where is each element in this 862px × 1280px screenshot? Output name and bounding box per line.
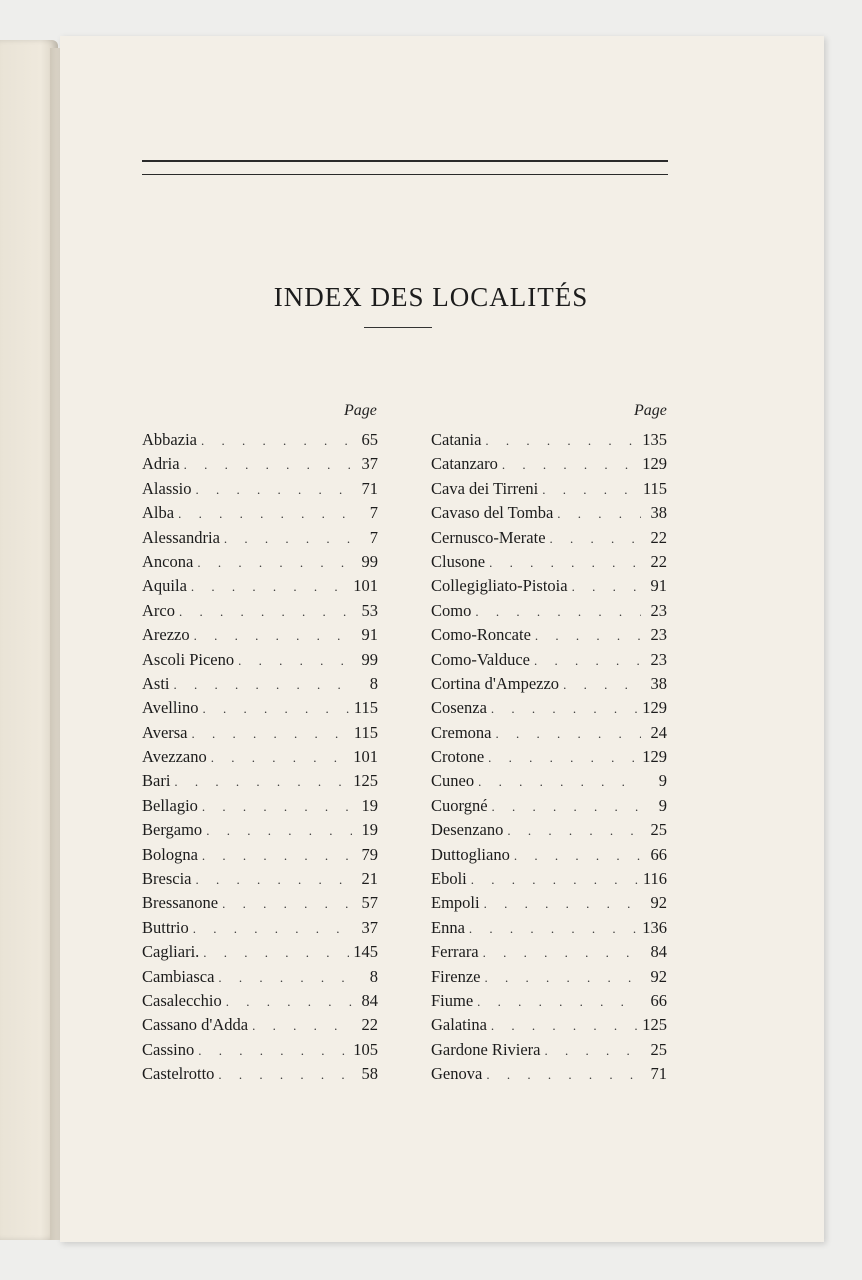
locality-name: Adria [142,454,180,474]
page-number: 22 [650,527,667,547]
index-entry [431,869,667,893]
locality-name: Desenzano [431,820,504,840]
index-entry [431,942,667,966]
index-entry [431,601,667,625]
index-entry [142,698,378,722]
page-number: 25 [650,1039,667,1059]
index-entry [142,625,378,649]
index-entry [431,1040,667,1064]
locality-name: Cortina d'Ampezzo [431,673,560,693]
dot-leader [197,555,352,571]
index-entry [142,796,378,820]
dot-leader [224,531,352,547]
page-number: 145 [353,942,378,962]
index-entry [431,552,667,576]
page-number: 116 [642,869,667,889]
index-entry [431,576,667,600]
index-entry [142,918,378,942]
page-number: 8 [369,673,378,693]
page-number: 129 [642,698,667,718]
page-number: 136 [642,917,667,937]
locality-name: Crotone [431,747,485,767]
dot-leader [218,1067,352,1083]
dot-leader [174,677,352,693]
locality-name: Empoli [431,893,480,913]
dot-leader [502,457,638,473]
dot-leader [486,1067,641,1083]
dot-leader [238,653,352,669]
index-entry [142,991,378,1015]
dot-leader [178,506,352,522]
locality-name: Duttogliano [431,844,510,864]
dot-leader [196,482,353,498]
dot-leader [557,506,641,522]
index-entry [142,479,378,503]
locality-name: Casalecchio [142,990,222,1010]
locality-name: Cassino [142,1039,195,1059]
index-entry [142,747,378,771]
page-number: 23 [650,600,667,620]
dot-leader [179,604,352,620]
index-entry [142,650,378,674]
dot-leader [484,896,641,912]
index-entry [142,869,378,893]
dot-leader [495,726,641,742]
index-entry [431,625,667,649]
dot-leader [218,970,352,986]
locality-name: Collegigliato-Pistoia [431,576,568,596]
page-number: 65 [361,430,378,449]
page-number: 92 [650,893,667,913]
page-number: 91 [361,625,378,645]
dot-leader [222,896,352,912]
dot-leader [535,628,641,644]
dot-leader [195,872,352,888]
locality-name: Bari [142,771,171,791]
index-entry [431,820,667,844]
page-number: 84 [650,942,667,962]
page-number: 79 [361,844,378,864]
index-column-left [142,430,378,1089]
index-entry [142,528,378,552]
locality-name: Cuneo [431,771,475,791]
page-number: 38 [650,673,667,693]
dot-leader [492,799,641,815]
header-rule-thin [142,174,668,175]
index-entry [142,1040,378,1064]
page-number: 129 [642,454,667,474]
dot-leader [192,726,350,742]
index-entry [142,454,378,478]
dot-leader [485,433,638,449]
page-number: 53 [361,600,378,620]
dot-leader [534,653,641,669]
page-number: 71 [361,478,378,498]
index-entry [431,650,667,674]
dot-leader [488,750,638,766]
page-title: INDEX DES LOCALITÉS [273,282,589,312]
index-entry [431,698,667,722]
index-entry [431,1064,667,1088]
index-entry [142,845,378,869]
dot-leader [514,848,641,864]
page-number: 84 [361,990,378,1010]
index-entry [431,747,667,771]
dot-leader [174,774,349,790]
dot-leader [202,848,352,864]
page-number: 25 [650,820,667,840]
index-entry [142,1064,378,1088]
dot-leader [226,994,352,1010]
page-number: 135 [642,430,667,449]
locality-name: Bellagio [142,795,198,815]
locality-name: Bressanone [142,893,219,913]
page-number: 9 [658,771,667,791]
dot-leader [484,970,641,986]
locality-name: Enna [431,917,465,937]
locality-name: Aquila [142,576,187,596]
dot-leader [542,482,639,498]
index-entry [142,1015,378,1039]
index-entry [142,967,378,991]
dot-leader [545,1043,642,1059]
page-number: 91 [650,576,667,596]
locality-name: Asti [142,673,170,693]
page-number: 115 [353,698,378,718]
page-number: 37 [361,454,378,474]
locality-name: Genova [431,1064,483,1084]
locality-name: Fiume [431,990,474,1010]
title-underline [364,327,432,328]
page-number: 101 [353,576,378,596]
index-entry [431,967,667,991]
dot-leader [193,921,352,937]
locality-name: Ascoli Piceno [142,649,235,669]
dot-leader [203,945,349,961]
locality-name: Cassano d'Adda [142,1015,249,1035]
dot-leader [191,579,349,595]
index-entry [142,552,378,576]
index-entry [431,454,667,478]
locality-name: Firenze [431,966,481,986]
page-column-label-right: Page [634,402,667,419]
locality-name: Avezzano [142,747,207,767]
page-number: 38 [650,503,667,523]
page-number: 37 [361,917,378,937]
page-number: 9 [658,795,667,815]
locality-name: Alessandria [142,527,220,547]
locality-name: Gardone Riviera [431,1039,541,1059]
header-rule-thick [142,160,668,162]
dot-leader [184,457,352,473]
dot-leader [489,555,641,571]
index-entry [142,601,378,625]
locality-name: Castelrotto [142,1064,215,1084]
index-column-right [431,430,667,1089]
locality-name: Alassio [142,478,192,498]
dot-leader [572,579,641,595]
locality-name: Ancona [142,551,194,571]
locality-name: Cosenza [431,698,487,718]
locality-name: Catanzaro [431,454,498,474]
dot-leader [201,433,352,449]
locality-name: Como-Valduce [431,649,530,669]
dot-leader [477,994,641,1010]
locality-name: Bologna [142,844,198,864]
page-number: 23 [650,649,667,669]
locality-name: Arco [142,600,175,620]
page-number: 101 [353,747,378,767]
index-entry [431,723,667,747]
index-entry [431,771,667,795]
dot-leader [475,604,641,620]
locality-name: Alba [142,503,175,523]
page-number: 66 [650,990,667,1010]
page-number: 58 [361,1064,378,1084]
page-number: 7 [369,527,378,547]
locality-name: Brescia [142,869,192,889]
dot-leader [563,677,641,693]
dot-leader [550,531,641,547]
index-entry [142,576,378,600]
page-number: 115 [642,478,667,498]
dot-leader [507,823,641,839]
index-entry [142,893,378,917]
dot-leader [206,823,352,839]
locality-name: Como-Roncate [431,625,531,645]
dot-leader [471,872,639,888]
dot-leader [194,628,352,644]
locality-name: Bergamo [142,820,203,840]
index-entry [142,430,378,454]
page-number: 22 [361,1015,378,1035]
page-number: 115 [353,722,378,742]
page-number: 22 [650,551,667,571]
index-entry [431,796,667,820]
index-entry [431,918,667,942]
locality-name: Aversa [142,722,188,742]
dot-leader [491,701,638,717]
index-entry [431,1015,667,1039]
page-number: 129 [642,747,667,767]
index-entry [431,893,667,917]
dot-leader [252,1018,352,1034]
page-number: 57 [361,893,378,913]
page-number: 21 [361,869,378,889]
index-entry [431,674,667,698]
locality-name: Buttrio [142,917,189,937]
dot-leader [478,774,641,790]
index-entry [142,503,378,527]
locality-name: Arezzo [142,625,190,645]
dot-leader [211,750,350,766]
page-number: 8 [369,966,378,986]
locality-name: Cuorgné [431,795,488,815]
page-number: 125 [642,1015,667,1035]
locality-name: Cambiasca [142,966,215,986]
page-number: 66 [650,844,667,864]
locality-name: Cava dei Tirreni [431,478,539,498]
dot-leader [203,701,350,717]
locality-name: Abbazia [142,430,197,449]
locality-name: Cremona [431,722,492,742]
locality-name: Cavaso del Tomba [431,503,554,523]
index-entry [431,991,667,1015]
dot-leader [483,945,641,961]
page-number: 7 [369,503,378,523]
index-entry [142,942,378,966]
index-entry [142,771,378,795]
locality-name: Clusone [431,551,486,571]
page-number: 99 [361,649,378,669]
index-entry [142,820,378,844]
index-entry [431,528,667,552]
dot-leader [202,799,352,815]
page-number: 19 [361,795,378,815]
locality-name: Avellino [142,698,199,718]
index-entry [431,479,667,503]
dot-leader [491,1018,638,1034]
page-number: 19 [361,820,378,840]
page-number: 24 [650,722,667,742]
locality-name: Ferrara [431,942,479,962]
locality-name: Como [431,600,472,620]
page-number: 92 [650,966,667,986]
index-entry [431,430,667,454]
index-entry [142,674,378,698]
locality-name: Cagliari. [142,942,200,962]
dot-leader [469,921,638,937]
page-number: 23 [650,625,667,645]
locality-name: Galatina [431,1015,487,1035]
locality-name: Cernusco-Merate [431,527,546,547]
page-column-label-left: Page [344,402,377,419]
index-entry [142,723,378,747]
dot-leader [198,1043,349,1059]
page-number: 71 [650,1064,667,1084]
locality-name: Eboli [431,869,467,889]
page-number: 125 [353,771,378,791]
page-number: 105 [353,1039,378,1059]
locality-name: Catania [431,430,482,449]
index-entry [431,845,667,869]
page-number: 99 [361,551,378,571]
index-entry [431,503,667,527]
